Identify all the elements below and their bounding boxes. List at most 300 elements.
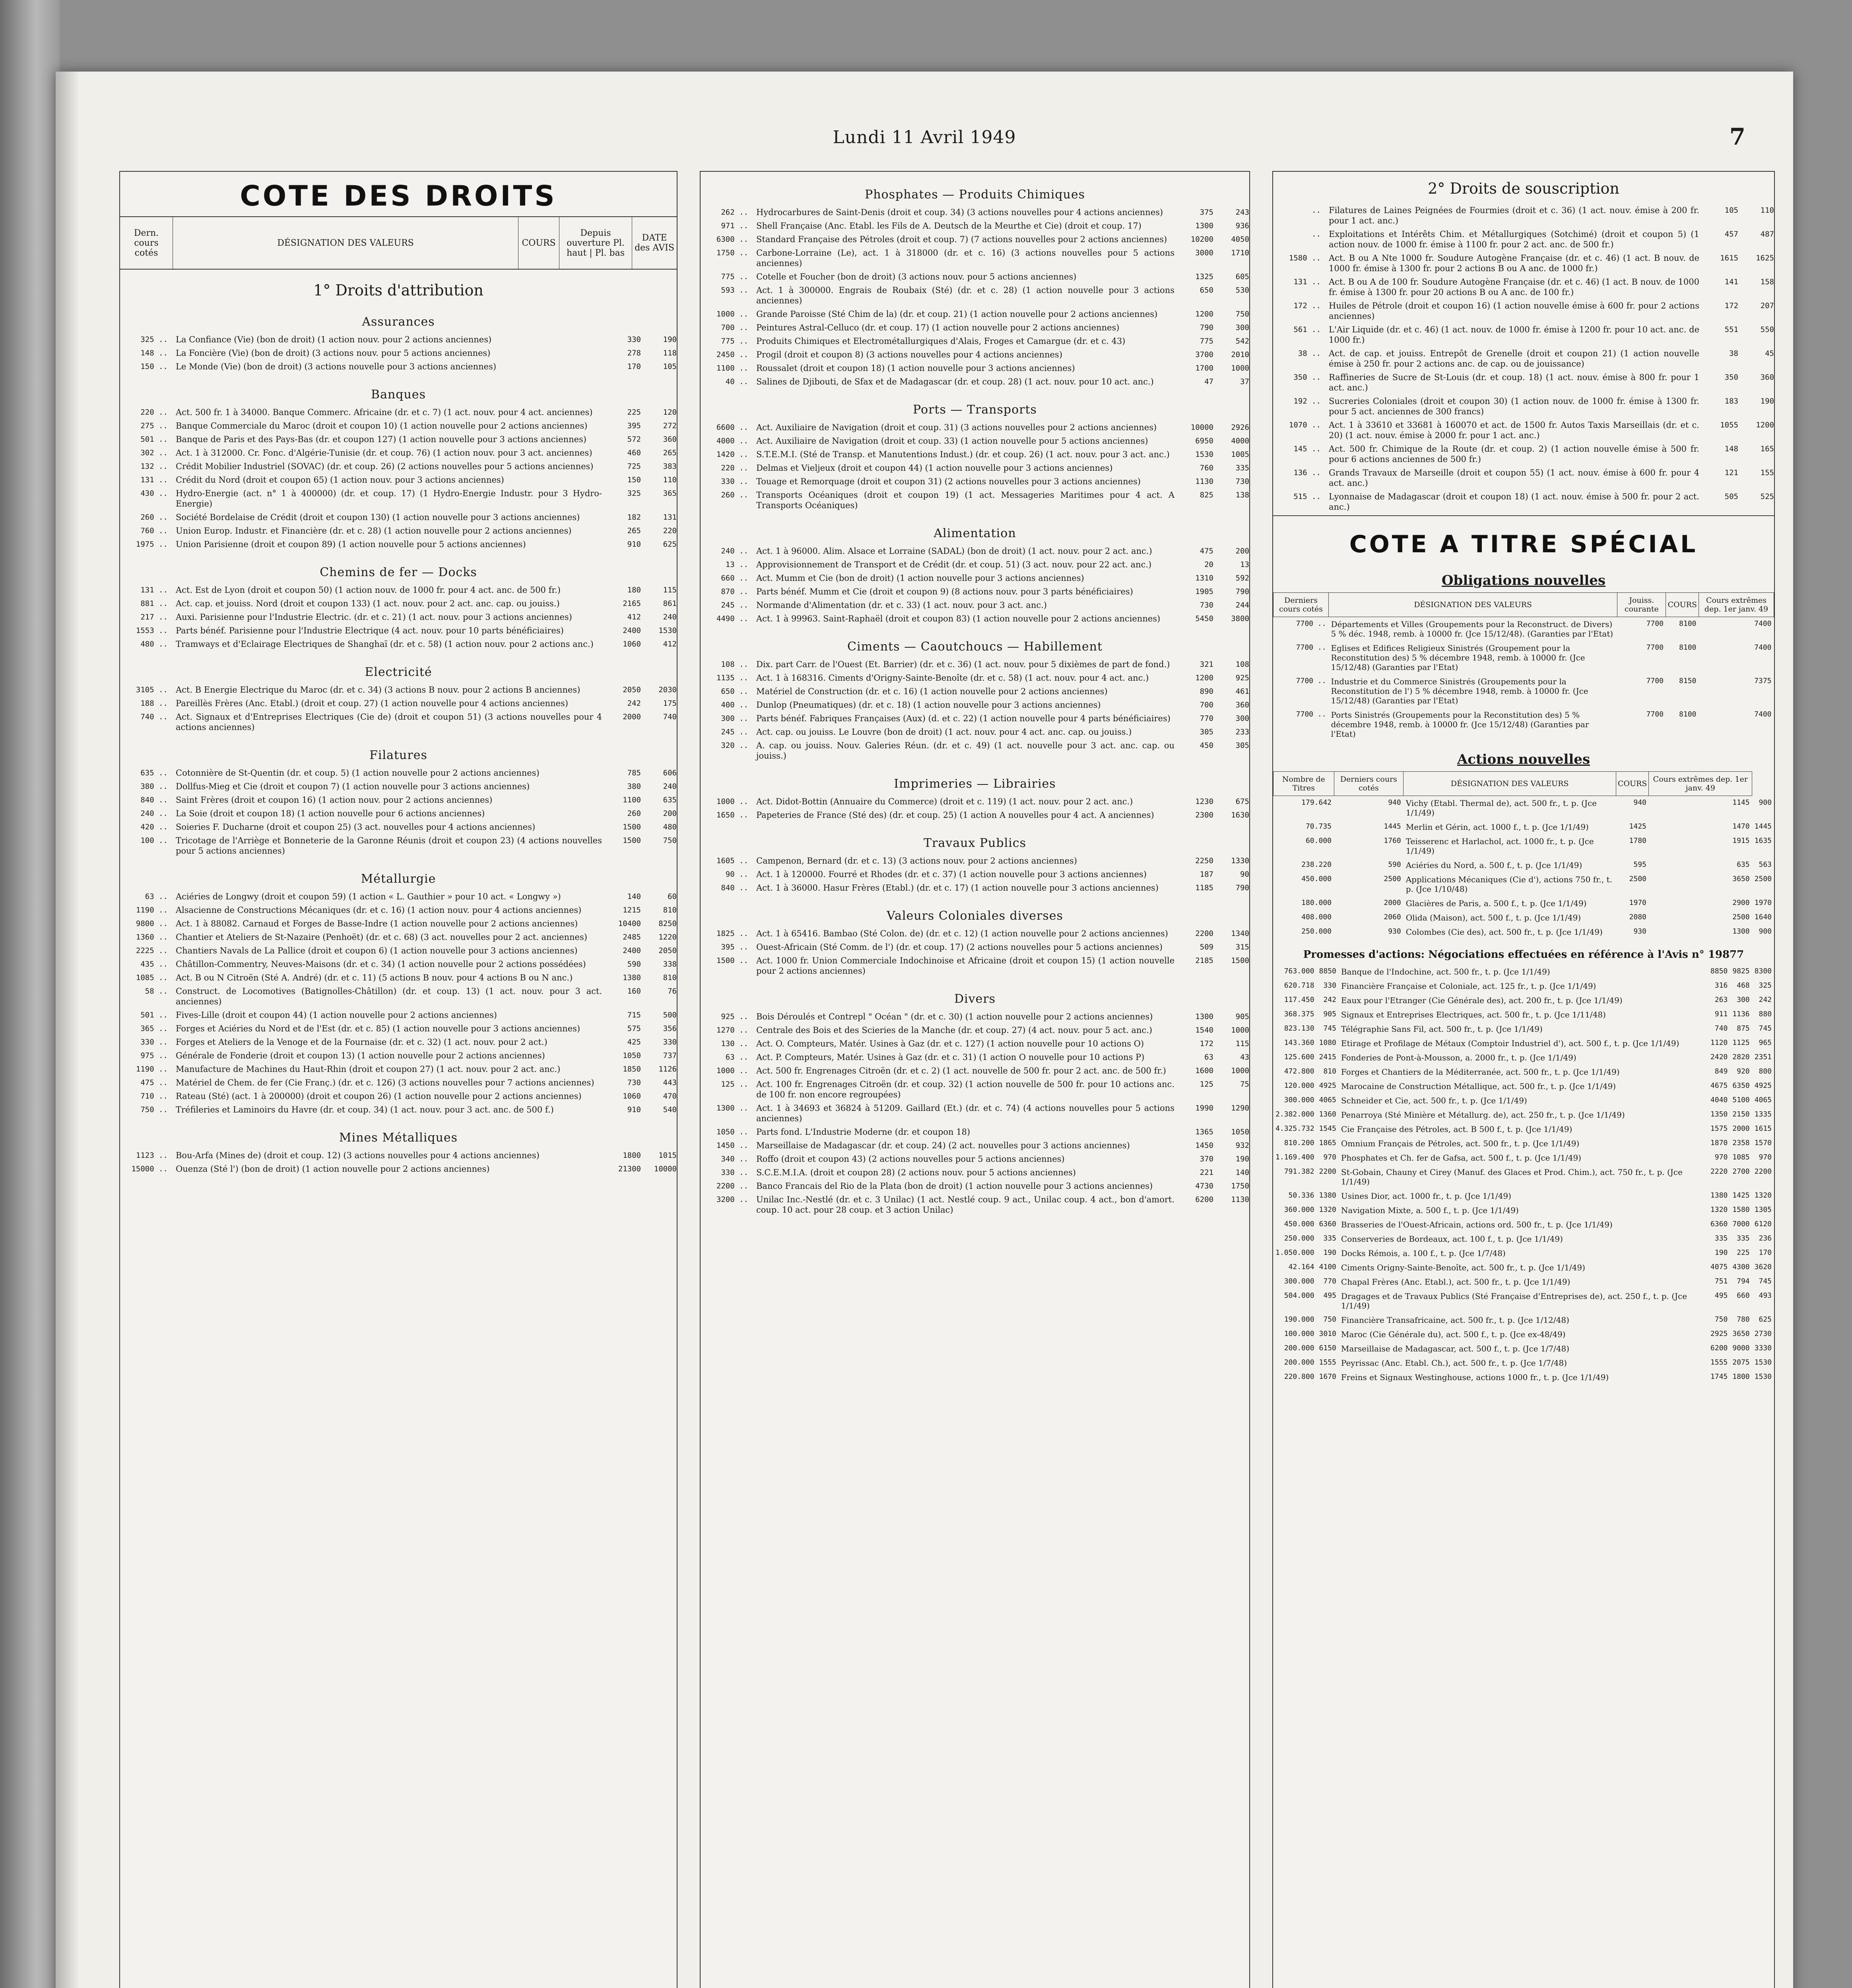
last-quote-date: 1190 .. [136,906,168,914]
price-low: 120 [663,408,677,417]
table-cell-text: Penarroya (Sté Minière et Métallurg. de), act. 250 fr., t. p. (Jce 1/1/49) [1341,1110,1625,1120]
price-high: 2185 [1195,956,1213,965]
table-row [1273,1151,1774,1165]
list-item [120,712,677,732]
obligations-body [1273,617,1774,742]
security-designation: Chantier et Ateliers de St-Nazaire (Penhoët) (dr. et c. 68) (3 act. nouvelles pour 2 act. anciennes) [176,932,587,942]
price-high: 2000 [623,712,641,721]
section-title: Ports — Transports [913,403,1037,417]
price-low: 2030 [658,685,677,694]
price-low: 60 [668,892,677,901]
list-item [120,795,677,805]
last-quote-date: 1650 .. [716,811,748,819]
price-low: 13 [1240,560,1249,569]
security-designation: Matériel de Chem. de fer (Cie Franç.) (dr. et c. 126) (3 actions nouvelles pour 7 actions anciennes) [176,1078,594,1087]
price-high: 125 [1200,1080,1213,1089]
last-quote-date: 4490 .. [716,614,748,623]
list-item [701,490,1249,511]
price-low: 550 [1760,325,1774,334]
table-cell-cours: 7700 [1646,710,1664,718]
list-item [1273,491,1774,512]
table-cell-last: 1760 [1384,837,1401,845]
table-cell-lo: 2200 [1754,1167,1772,1176]
list-item [1273,444,1774,464]
price-low: 383 [663,462,677,471]
price-low: 75 [1240,1080,1249,1089]
promesses-table [1273,965,1774,1384]
last-quote-date: 240 .. [721,547,748,555]
price-high: 1850 [623,1065,641,1074]
table-cell-lo: 2351 [1754,1053,1772,1061]
last-quote-date: 340 .. [721,1155,748,1163]
price-low: 605 [1235,272,1249,281]
last-quote-date: 302 .. [140,448,168,457]
table-cell-text: Usines Dior, act. 1000 fr., t. p. (Jce 1/1/49) [1341,1191,1511,1201]
list-item [1273,372,1774,393]
security-designation: Roffo (droit et coupon 43) (2 actions nouvelles pour 5 actions anciennes) [756,1154,1065,1164]
table-cell-text: Fonderies de Pont-à-Mousson, a. 2000 fr., t. p. (Jce 1/1/49) [1341,1053,1576,1062]
list-item [701,869,1249,879]
table-cell-last: 905 [1323,1010,1336,1018]
column-header: Derniers cours cotés [1334,772,1404,796]
table-cell-n: 117.450 [1284,996,1314,1004]
table-row [1273,1050,1774,1065]
security-designation: Produits Chimiques et Electrométallurgiques d'Alais, Froges et Camargue (dr. et c. 43) [756,336,1126,346]
list-item [701,1194,1249,1215]
last-quote-date: 1975 .. [136,540,168,549]
table-cell-lo: 880 [1759,1010,1772,1018]
last-quote-date: 136 .. [1293,468,1321,477]
table-row [1273,925,1774,939]
table-cell-lo: 1320 [1754,1191,1772,1200]
price-high: 375 [1200,208,1213,217]
price-high: 321 [1200,660,1213,669]
table-cell-lo: 563 [1759,860,1772,869]
last-quote-date: 262 .. [721,208,748,217]
list-item [120,1064,677,1074]
table-cell-cours: 263 [1714,996,1728,1004]
divider [1273,515,1774,516]
security-designation: Act. B ou N Citroën (Sté A. André) (dr. et c. 11) (5 actions B nouv. pour 4 actions B ou N anc.) [176,973,573,982]
column-header: Derniers cours cotés [1273,593,1329,617]
table-cell-lo: 4065 [1754,1096,1772,1104]
price-low: 625 [663,540,677,549]
security-designation: Dollfus-Mieg et Cie (droit et coupon 7) (1 action nouvelle pour 3 actions anciennes) [176,782,530,791]
table-cell-cours: 190 [1714,1248,1728,1257]
table-cell-n: 1.169.400 [1275,1153,1314,1161]
table-cell-text: Conserveries de Bordeaux, act. 100 f., t. p. (Jce 1/1/49) [1341,1234,1563,1244]
obligations-heading: Obligations nouvelles [1441,573,1606,588]
price-high: 350 [1724,373,1738,382]
last-quote-date: 63 .. [725,1053,748,1062]
last-quote-date: 245 .. [721,728,748,736]
list-item [701,856,1249,866]
price-low: 190 [1235,1155,1249,1163]
last-quote-date: 245 .. [721,601,748,610]
list-item [701,586,1249,597]
table-cell-n: 1.050.000 [1275,1248,1314,1257]
price-low: 675 [1235,797,1249,806]
list-item [701,600,1249,610]
security-designation: Normande d'Alimentation (dr. et c. 33) (1 act. nouv. pour 3 act. anc.) [756,600,1047,610]
security-designation: Parts fond. L'Industrie Moderne (dr. et coupon 18) [756,1127,971,1137]
table-row [1273,1246,1774,1260]
list-item [1273,277,1774,297]
price-low: 158 [1760,278,1774,286]
table-cell-last: 1545 [1319,1124,1336,1133]
price-low: 338 [663,960,677,969]
list-item [701,1039,1249,1049]
security-designation: Act. 1 à 99963. Saint-Raphaël (droit et coupon 83) (1 action nouvelle pour 2 actions anciennes) [756,614,1161,623]
table-cell-text: Signaux et Entreprises Electriques, act. 500 fr., t. p. (Jce 1/11/48) [1341,1010,1606,1019]
price-low: 220 [663,526,677,535]
section-title: Métallurgie [361,872,436,886]
security-designation: Alsacienne de Constructions Mécaniques (dr. et c. 16) (1 action nouv. pour 4 actions anciennes) [176,905,582,915]
table-cell-last: 750 [1323,1315,1336,1324]
table-cell-hi: 635 [1737,860,1750,869]
table-cell-hi: 7000 [1732,1220,1750,1228]
last-quote-date: 325 .. [140,335,168,344]
price-low: 330 [663,1038,677,1046]
last-quote-date: 515 .. [1293,492,1321,501]
table-cell-last: 335 [1323,1234,1336,1242]
table-cell-hi: 1085 [1732,1153,1750,1161]
table-cell-hi: 1800 [1732,1373,1750,1381]
list-item [701,559,1249,570]
last-quote-date: 100 .. [140,836,168,845]
table-row [1273,820,1774,834]
table-cell-last: 2200 [1319,1167,1336,1176]
price-low: 305 [1235,741,1249,750]
table-cell-lo: 1970 [1754,899,1772,907]
table-cell-hi: 2075 [1732,1358,1750,1367]
security-designation: Générale de Fonderie (droit et coupon 13) (1 action nouvelle pour 2 actions anciennes) [176,1051,545,1060]
table-cell-last: 1360 [1319,1110,1336,1118]
column-header: DÉSIGNATION DES VALEURS [1329,593,1617,617]
last-quote-date: 593 .. [721,286,748,295]
table-cell-last: 770 [1323,1277,1336,1285]
table-row [1273,617,1774,641]
security-designation: Tricotage de l'Arriège et Bonneterie de la Garonne Réunis (droit et coupon 23) (4 actions nouvelles pour 5 actions anciennes) [176,836,602,856]
security-designation: Parts bénéf. Mumm et Cie (droit et coupon 9) (8 actions nouv. pour 3 parts bénéficiaires) [756,587,1133,596]
price-low: 461 [1235,687,1249,696]
price-high: 551 [1724,325,1738,334]
security-designation: Approvisionnement de Transport et de Crédit (dr. et coup. 51) (3 act. nouv. pour 22 act. anc.) [756,560,1152,569]
security-designation: Centrale des Bois et des Scieries de la Manche (dr. et coup. 27) (4 act. nouv. pour 5 act. anc.) [756,1025,1152,1035]
table-cell-cours: 6360 [1710,1220,1728,1228]
list-item [701,449,1249,460]
table-cell-last: 1555 [1319,1358,1336,1367]
security-designation: Act. de cap. et jouiss. Entrepôt de Grenelle (droit et coupon 21) (1 action nouvelle émise à 250 fr. pour 2 actions anc. de cap. ou de jouissance) [1329,349,1699,369]
table-cell-hi: 5100 [1732,1096,1750,1104]
table-row [1273,1189,1774,1203]
list-item [120,488,677,509]
price-high: 910 [627,540,641,549]
list-item [120,1091,677,1101]
security-designation: Act. 500 fr. 1 à 34000. Banque Commerc. Africaine (dr. et c. 7) (1 act. nouv. pour 4 act. anciennes) [176,408,593,417]
table-cell-hi: 9825 [1732,967,1750,975]
page-number: 7 [1729,123,1745,150]
list-item [701,1167,1249,1178]
table-cell-hi: 1136 [1732,1010,1750,1018]
price-high: 370 [1200,1155,1213,1163]
security-designation: La Foncière (Vie) (bon de droit) (3 actions nouv. pour 5 actions anciennes) [176,348,491,358]
price-high: 1300 [1195,221,1213,230]
table-cell-last: 2000 [1384,899,1401,907]
price-low: 200 [1235,547,1249,555]
security-designation: A. cap. ou jouiss. Nouv. Galeries Réun. (dr. et c. 49) (1 act. nouvelle pour 3 act. anc. cap. ou jouiss.) [756,741,1174,761]
last-quote-date: 435 .. [140,960,168,969]
table-row [1273,1079,1774,1093]
last-quote-date: 971 .. [721,221,748,230]
last-quote-date: 400 .. [721,701,748,709]
table-cell-hi: 335 [1737,1234,1750,1242]
security-designation: S.T.E.M.I. (Sté de Transp. et Manutentions Indust.) (dr. et coup. 26) (1 act. nouv. pour 3 act. anc.) [756,450,1170,459]
price-high: 105 [1724,206,1738,215]
table-cell-last: 1320 [1319,1206,1336,1214]
section-title: Imprimeries — Librairies [894,777,1056,791]
security-designation: La Confiance (Vie) (bon de droit) (1 action nouv. pour 2 actions anciennes) [176,335,492,344]
price-high: 21300 [618,1165,641,1173]
column-souscription-special [1272,171,1775,1988]
security-designation: Campenon, Bernard (dr. et c. 13) (3 actions nouv. pour 2 actions anciennes) [756,856,1077,866]
price-low: 300 [1235,323,1249,332]
last-quote-date: 6600 .. [716,423,748,432]
table-cell-hi: 2500 [1732,913,1750,921]
list-item [701,221,1249,231]
price-low: 233 [1235,728,1249,736]
price-low: 525 [1760,492,1774,501]
table-cell-text: Glacières de Paris, a. 500 f., t. p. (Jce 1/1/49) [1406,899,1587,908]
list-item [701,1140,1249,1151]
price-high: 1500 [623,836,641,845]
price-low: 175 [663,699,677,708]
price-high: 1055 [1720,421,1738,429]
last-quote-date: 260 .. [140,513,168,522]
list-item [120,1164,677,1174]
section-title: Electricité [365,665,432,679]
security-designation: Act. Auxiliaire de Navigation (droit et coup. 33) (1 action nouvelle pour 5 actions anciennes) [756,436,1148,446]
last-quote-date: 1190 .. [136,1065,168,1074]
price-low: 360 [1760,373,1774,382]
table-cell-text: Aciéries du Nord, a. 500 f., t. p. (Jce 1/1/49) [1406,860,1582,870]
table-cell-cours: 7700 [1646,643,1664,652]
security-designation: Société Bordelaise de Crédit (droit et coupon 130) (1 action nouvelle pour 3 actions anciennes) [176,513,580,522]
table-cell-text: Chapal Frères (Anc. Etabl.), act. 500 fr., t. p. (Jce 1/1/49) [1341,1277,1571,1287]
price-high: 183 [1724,397,1738,406]
security-designation: Act. 1 à 36000. Hasur Frères (Etabl.) (dr. et c. 17) (1 action nouvelle pour 3 actions anciennes) [756,883,1159,893]
table-row [1273,1260,1774,1275]
table-cell-hi: 1125 [1732,1039,1750,1047]
price-high: 1060 [623,640,641,648]
table-cell-lo: 1640 [1754,913,1772,921]
price-low: 1220 [658,933,677,942]
price-high: 2400 [623,946,641,955]
table-cell-last: 1865 [1319,1139,1336,1147]
col2-sections [701,188,1249,1215]
price-high: 590 [627,960,641,969]
last-quote-date: 9800 .. [136,919,168,928]
list-item [701,476,1249,487]
last-quote-date: 131 .. [1293,278,1321,286]
last-quote-date: 220 .. [140,408,168,417]
price-low: 412 [663,640,677,648]
table-cell-text: Eglises et Edifices Religieux Sinistrés (Groupement pour la Reconstitution des) 5 % décembre 1948, remb. à 10000 fr. (Jce 15/12/48) (Garanties par l'Etat) [1331,643,1585,672]
list-item [120,334,677,345]
table-cell-cours: 4675 [1710,1081,1728,1090]
price-low: 1015 [658,1151,677,1160]
price-low: 540 [663,1105,677,1114]
price-low: 500 [663,1011,677,1019]
price-high: 475 [1200,547,1213,555]
price-high: 1540 [1195,1026,1213,1035]
price-high: 10200 [1190,235,1213,244]
table-cell-lo: 900 [1759,927,1772,936]
header-depuis-ouverture: Depuis ouverture Pl. haut | Pl. bas [559,217,632,269]
table-cell-cours: 495 [1714,1291,1728,1300]
price-low: 487 [1760,230,1774,239]
last-quote-date: 760 .. [140,526,168,535]
list-item [701,796,1249,807]
table-cell-text: Teisserenc et Harlachol, act. 1000 fr., t. p. (Jce 1/1/49) [1406,837,1594,856]
table-cell-text: Vichy (Etabl. Thermal de), act. 500 fr., t. p. (Jce 1/1/49) [1406,798,1597,817]
list-item [701,727,1249,737]
price-low: 1005 [1231,450,1249,459]
table-cell-hi: 8100 [1679,710,1697,718]
table-cell-text: Télégraphie Sans Fil, act. 500 fr., t. p. (Jce 1/1/49) [1341,1024,1543,1034]
table-cell-hi: 468 [1737,981,1750,990]
list-item [701,309,1249,319]
list-item [701,713,1249,724]
list-item [701,700,1249,710]
price-high: 825 [1200,491,1213,499]
price-high: 265 [627,526,641,535]
price-low: 37 [1240,377,1249,386]
table-cell-last: 6360 [1319,1220,1336,1228]
obligations-header-row [1273,593,1774,617]
table-cell-n: 620.718 [1284,981,1314,990]
section-title: Travaux Publics [924,836,1026,850]
security-designation: Hydrocarbures de Saint-Denis (droit et coup. 34) (3 actions nouvelles pour 4 actions anciennes) [756,208,1163,217]
price-low: 750 [1235,310,1249,318]
table-cell-last: 1080 [1319,1039,1336,1047]
last-quote-date: 217 .. [140,613,168,621]
price-low: 905 [1235,1012,1249,1021]
table-cell-last: 745 [1323,1024,1336,1033]
table-cell-text: Olida (Maison), act. 500 f., t. p. (Jce 1/1/49) [1406,913,1581,922]
price-high: 330 [627,335,641,344]
price-low: 10000 [654,1165,677,1173]
security-designation: Fives-Lille (droit et coupon 44) (1 action nouvelle pour 2 actions anciennes) [176,1010,497,1020]
list-item [120,448,677,458]
price-low: 200 [663,809,677,818]
price-high: 572 [627,435,641,444]
price-low: 265 [663,448,677,457]
last-quote-date: 420 .. [140,823,168,831]
security-designation: Saint Frères (droit et coupon 16) (1 action nouv. pour 2 actions anciennes) [176,795,493,805]
table-cell-lo: 800 [1759,1067,1772,1076]
table-cell-n: 472.800 [1284,1067,1314,1076]
table-cell-lo: 625 [1759,1315,1772,1324]
table-cell-hi: 920 [1737,1067,1750,1076]
last-quote-date: 220 .. [721,464,748,472]
table-cell-n: 100.000 [1284,1330,1314,1338]
price-low: 8250 [658,919,677,928]
table-cell-hi: 2000 [1732,1124,1750,1133]
security-designation: Act. Signaux et d'Entreprises Electriques (Cie de) (droit et coupon 51) (3 actions nouvelles pour 4 actions anciennes) [176,712,602,732]
table-cell-lo: 242 [1759,996,1772,1004]
security-designation: Act. 1 à 33610 et 33681 à 160070 et act. de 1500 fr. Autos Taxis Marseillais (dr. et c. 20) (1 act. nouv. émise à 2000 fr. pour 1 act. anc.) [1329,420,1699,440]
section-title: Valeurs Coloniales diverses [887,909,1063,923]
table-cell-text: Forges et Chantiers de la Méditerranée, act. 500 fr., t. p. (Jce 1/1/49) [1341,1067,1620,1077]
price-high: 785 [627,769,641,777]
table-row [1273,796,1774,820]
security-designation: Banco Francais del Rio de la Plata (bon de droit) (1 action nouvelle pour 3 actions anciennes) [756,1181,1153,1191]
price-high: 140 [627,892,641,901]
price-low: 365 [663,489,677,498]
table-cell-cours: 751 [1714,1277,1728,1285]
price-low: 1625 [1756,254,1774,262]
price-high: 460 [627,448,641,457]
price-high: 1230 [1195,797,1213,806]
security-designation: Act. B ou A Nte 1000 fr. Soudure Autogène Française (dr. et c. 46) (1 act. B nouv. de 1000 fr. émise à 1300 fr. pour 2 actions B ou A anc. de 1000 fr.) [1329,253,1699,273]
price-low: 1750 [1231,1182,1249,1190]
table-cell-cours: 2500 [1629,875,1646,883]
price-high: 890 [1200,687,1213,696]
table-cell-lo: 7400 [1754,643,1772,652]
list-item [701,234,1249,245]
last-quote-date: 145 .. [1293,445,1321,453]
table-cell-hi: 2820 [1732,1053,1750,1061]
table-row [1273,979,1774,993]
table-cell-cours: 4075 [1710,1263,1728,1271]
table-cell-n: 200.000 [1284,1358,1314,1367]
table-cell-lo: 7400 [1754,619,1772,628]
list-item [120,585,677,595]
column-header: Cours extrêmes dep. 1er janv. 49 [1699,593,1774,617]
list-item [701,573,1249,583]
last-quote-date: 870 .. [721,587,748,596]
table-cell-cours: 1970 [1629,899,1646,907]
security-designation: Cotelle et Foucher (bon de droit) (3 actions nouv. pour 5 actions anciennes) [756,272,1077,282]
table-cell-cours: 335 [1714,1234,1728,1242]
table-cell-text: Omnium Français de Pétroles, act. 500 fr., t. p. (Jce 1/1/49) [1341,1139,1580,1148]
list-item [120,1077,677,1088]
security-designation: Aciéries de Longwy (droit et coupon 59) (1 action « L. Gauthier » pour 10 act. « Longwy ») [176,892,561,901]
price-high: 1905 [1195,587,1213,596]
table-row [1273,858,1774,872]
price-high: 1060 [623,1092,641,1101]
security-designation: Pareillès Frères (Anc. Etabl.) (droit et coup. 27) (1 action nouvelle pour 4 actions anciennes) [176,699,568,708]
page-date: Lundi 11 Avril 1949 [833,127,1016,148]
table-cell-last: 495 [1323,1291,1336,1300]
list-item [701,349,1249,360]
last-quote-date: 320 .. [721,741,748,750]
price-low: 244 [1235,601,1249,610]
list-item [701,322,1249,333]
price-low: 140 [1235,1168,1249,1177]
table-cell-lo: 170 [1759,1248,1772,1257]
list-item [120,461,677,472]
price-high: 1615 [1720,254,1738,262]
table-row [1273,1093,1774,1108]
droits-attribution-heading: 1° Droits d'attribution [313,282,483,299]
table-cell-cours: 2420 [1710,1053,1728,1061]
table-cell-n: 70.735 [1305,822,1332,831]
table-row [1273,674,1774,708]
price-high: 715 [627,1011,641,1019]
security-designation: Act. O. Compteurs, Matér. Usines à Gaz (dr. et c. 127) (1 action nouvelle pour 10 actions O) [756,1039,1144,1048]
